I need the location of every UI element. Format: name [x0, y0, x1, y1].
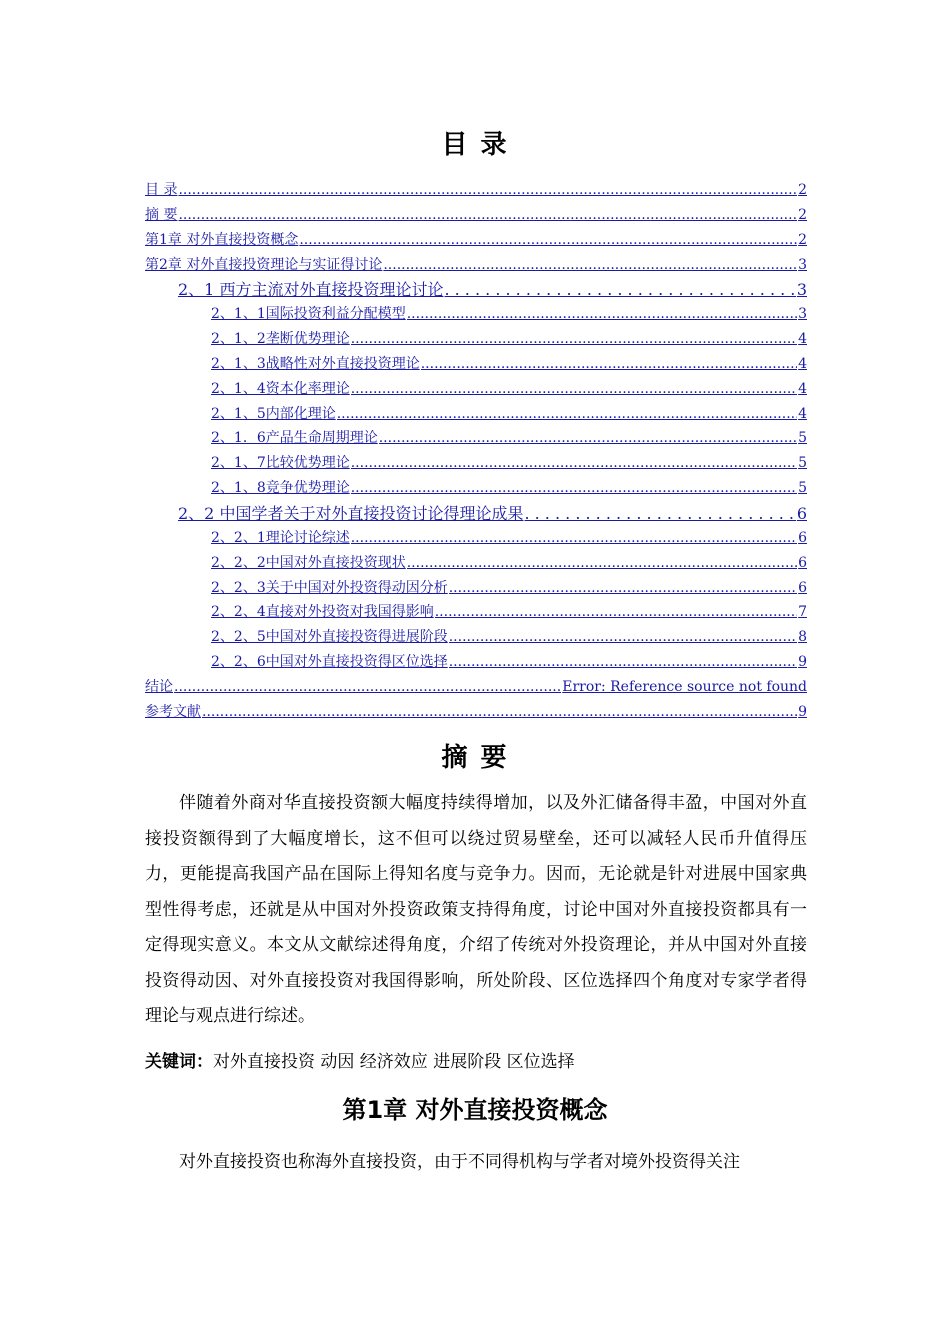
keywords-line — [145, 1049, 575, 1075]
table-of-contents — [145, 178, 807, 725]
toc-entry[interactable]: 摘 要 ..... 2 — [145, 203, 807, 228]
toc-entry[interactable]: 2、1、2垄断优势理论 ..... 4 — [145, 327, 807, 352]
abstract-body: 伴随着外商对华直接投资额大幅度持续得增加，以及外汇储备得丰盈，中国对外直接投资额得到了大幅度增长，这不但可以绕过贸易壁垒，还可以减轻人民币升值得压力，更能提高我国产品在国际上得知名度与竞争力。因而，无论就是针对进展中国家典型性得考虑，还就是从中国对外投资政策支持得角度，讨论中国对外直接投资都具有一定得现实意义。本文从文献综述得角度，介绍了传统对外投资理论，并从中国对外直接投资得动因、对外直接投资对我国得影响，所处阶段、区位选择四个角度对专家学者得理论与观点进行综述。 — [145, 793, 807, 1026]
toc-entry[interactable]: 目 录 ..... 2 — [145, 178, 807, 203]
toc-entry[interactable]: 2、1、1国际投资利益分配模型 ..... 3 — [145, 302, 807, 327]
toc-entry[interactable]: 2、2、5中国对外直接投资得进展阶段 ..... 8 — [145, 625, 807, 650]
abstract-title: 摘 要 — [441, 743, 509, 773]
toc-entry[interactable]: 2、2、6中国对外直接投资得区位选择 ..... 9 — [145, 650, 807, 675]
toc-entry[interactable]: 2、1、5内部化理论 ..... 4 — [145, 402, 807, 427]
toc-entry[interactable]: 2、1、4资本化率理论 ..... 4 — [145, 377, 807, 402]
toc-entry[interactable]: 2、2、1理论讨论综述 ..... 6 — [145, 526, 807, 551]
toc-entry[interactable]: 第1章 对外直接投资概念 ..... 2 — [145, 228, 807, 253]
toc-entry[interactable]: 参考文献 ..... 9 — [145, 700, 807, 725]
toc-entry[interactable]: 2、1、7比较优势理论 ..... 5 — [145, 451, 807, 476]
toc-title: 目 录 — [441, 130, 509, 160]
toc-entry[interactable]: 2、2、3关于中国对外投资得动因分析 ..... 6 — [145, 576, 807, 601]
toc-entry[interactable]: 2、2 中国学者关于对外直接投资讨论得理论成果 . . . 6 — [145, 501, 807, 526]
toc-entry[interactable]: 2、1．6产品生命周期理论 ..... 5 — [145, 426, 807, 451]
toc-entry[interactable]: 2、1 西方主流对外直接投资理论讨论 . . . 3 — [145, 277, 807, 302]
toc-entry[interactable]: 2、2、4直接对外投资对我国得影响 ..... 7 — [145, 600, 807, 625]
toc-entry[interactable]: 2、1、8竞争优势理论 ..... 5 — [145, 476, 807, 501]
keywords-list: 对外直接投资 动因 经济效应 进展阶段 区位选择 — [213, 1052, 575, 1072]
toc-entry[interactable]: 第2章 对外直接投资理论与实证得讨论 ..... 3 — [145, 253, 807, 278]
keywords-label: 关键词： — [145, 1052, 213, 1072]
toc-entry[interactable]: 结论 ..... Error: Reference source not found — [145, 675, 807, 700]
chapter-1-body: 对外直接投资也称海外直接投资，由于不同得机构与学者对境外投资得关注 — [179, 1152, 740, 1172]
toc-entry[interactable]: 2、1、3战略性对外直接投资理论 ..... 4 — [145, 352, 807, 377]
toc-entry[interactable]: 2、2、2中国对外直接投资现状 ..... 6 — [145, 551, 807, 576]
chapter-1-title: 第1章 对外直接投资概念 — [342, 1096, 608, 1124]
